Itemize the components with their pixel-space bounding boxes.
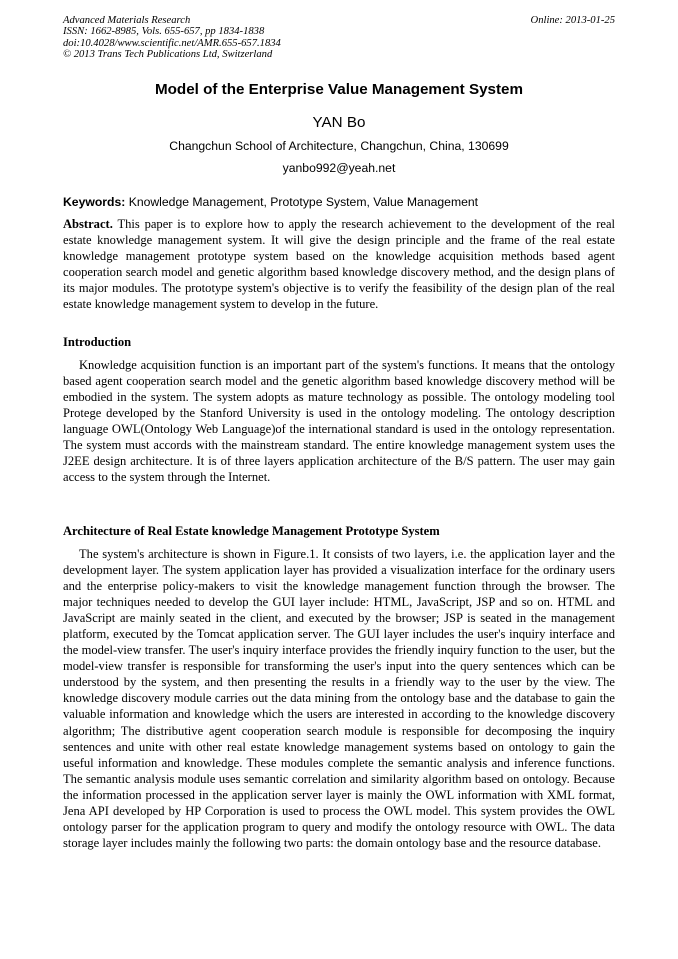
author-email: yanbo992@yeah.net (282, 161, 396, 175)
abstract-paragraph (63, 216, 615, 312)
abstract-text: This paper is to explore how to apply the research achievement to the development of the real estate knowledge management system. It will give the design principle and the frame of the real estate knowledge management prototype system based on the knowledge acquisition methods based agent cooperation search model and genetic algorithm based knowledge discovery method, and the design plans of its major modules. The prototype system's objective is to verify the feasibility of the design plan of the real estate knowledge management system to develop in the future. (63, 217, 615, 312)
doi-line: doi:10.4028/www.scientific.net/AMR.655-657.1834 (63, 37, 281, 49)
journal-header (63, 15, 615, 61)
online-date: Online: 2013-01-25 (530, 15, 615, 26)
keywords-line (63, 195, 615, 209)
abstract-label: Abstract. (63, 217, 113, 231)
keywords-text: Knowledge Management, Prototype System, Value Management (125, 195, 479, 209)
author-affiliation: Changchun School of Architecture, Changchun, China, 130699 (169, 139, 509, 153)
copyright-line: © 2013 Trans Tech Publications Ltd, Switzerland (63, 49, 273, 61)
architecture-paragraph: The system's architecture is shown in Figure.1. It consists of two layers, i.e. the application layer and the development layer. The system application layer has provided a visualization interface for the ordinary users and the enterprise policy-makers to visit the knowledge management function through the browser. The major techniques needed to develop the GUI layer include: HTML, JavaScript, JSP and so on. HTML and JavaScript are mainly seated in the client, and executed by the browser; JSP is seated in the management platform, executed by the Tomcat application server. The GUI layer includes the user's inquiry interface and the model-view transfer. The user's inquiry interface provides the friendly inquiry function to the user, but the model-view transfer is responsible for transforming the user's input into the query sentences which can be understood by the system, and then presenting the results in a friendly way to the user by the view. The knowledge discovery module carries out the data mining from the ontology base and the database to gain the valuable information and knowledge which the users are interested in according to the knowledge discovery algorithm; The distributive agent cooperation search module is responsible for decomposing the inquiry sentences and unite with other real estate knowledge management systems based on ontology to gain the useful information and knowledge. These modules complete the semantic analysis and inference functions. The semantic analysis module uses semantic correlation and similarity algorithm based on ontology. Because the information processed in the application server layer is mainly the OWL information with XML format, Jena API developed by HP Corporation is used to process the OWL model. This system provides the OWL ontology parser for the application program to query and modify the ontology resource with OWL. The data storage layer includes mainly the following two parts: the domain ontology base and the resource database. (63, 547, 615, 850)
section-heading-architecture: Architecture of Real Estate knowledge Management Prototype System (63, 524, 440, 538)
journal-name: Advanced Materials Research (63, 15, 191, 26)
author-name: YAN Bo (312, 114, 366, 131)
section-heading-introduction: Introduction (63, 335, 132, 349)
introduction-paragraph: Knowledge acquisition function is an important part of the system's functions. It means that the ontology based agent cooperation search model and the genetic algorithm based knowledge discovery method will be embodied in the system. The system adopts as mature technology as possible. The ontology modeling tool Protege developed by the Stanford University is used in the ontology modeling. The ontology description language OWL(Ontology Web Language)of the international standard is used in the ontology representation. The system must accords with the mainstream standard. The entire knowledge management system uses the J2EE design architecture. It is of three layers application architecture of the B/S pattern. The user may gain access to the system through the Internet. (63, 358, 615, 485)
paper-title: Model of the Enterprise Value Management System (155, 81, 523, 98)
issn-line: ISSN: 1662-8985, Vols. 655-657, pp 1834-1838 (63, 26, 265, 38)
keywords-label: Keywords: (63, 195, 126, 209)
